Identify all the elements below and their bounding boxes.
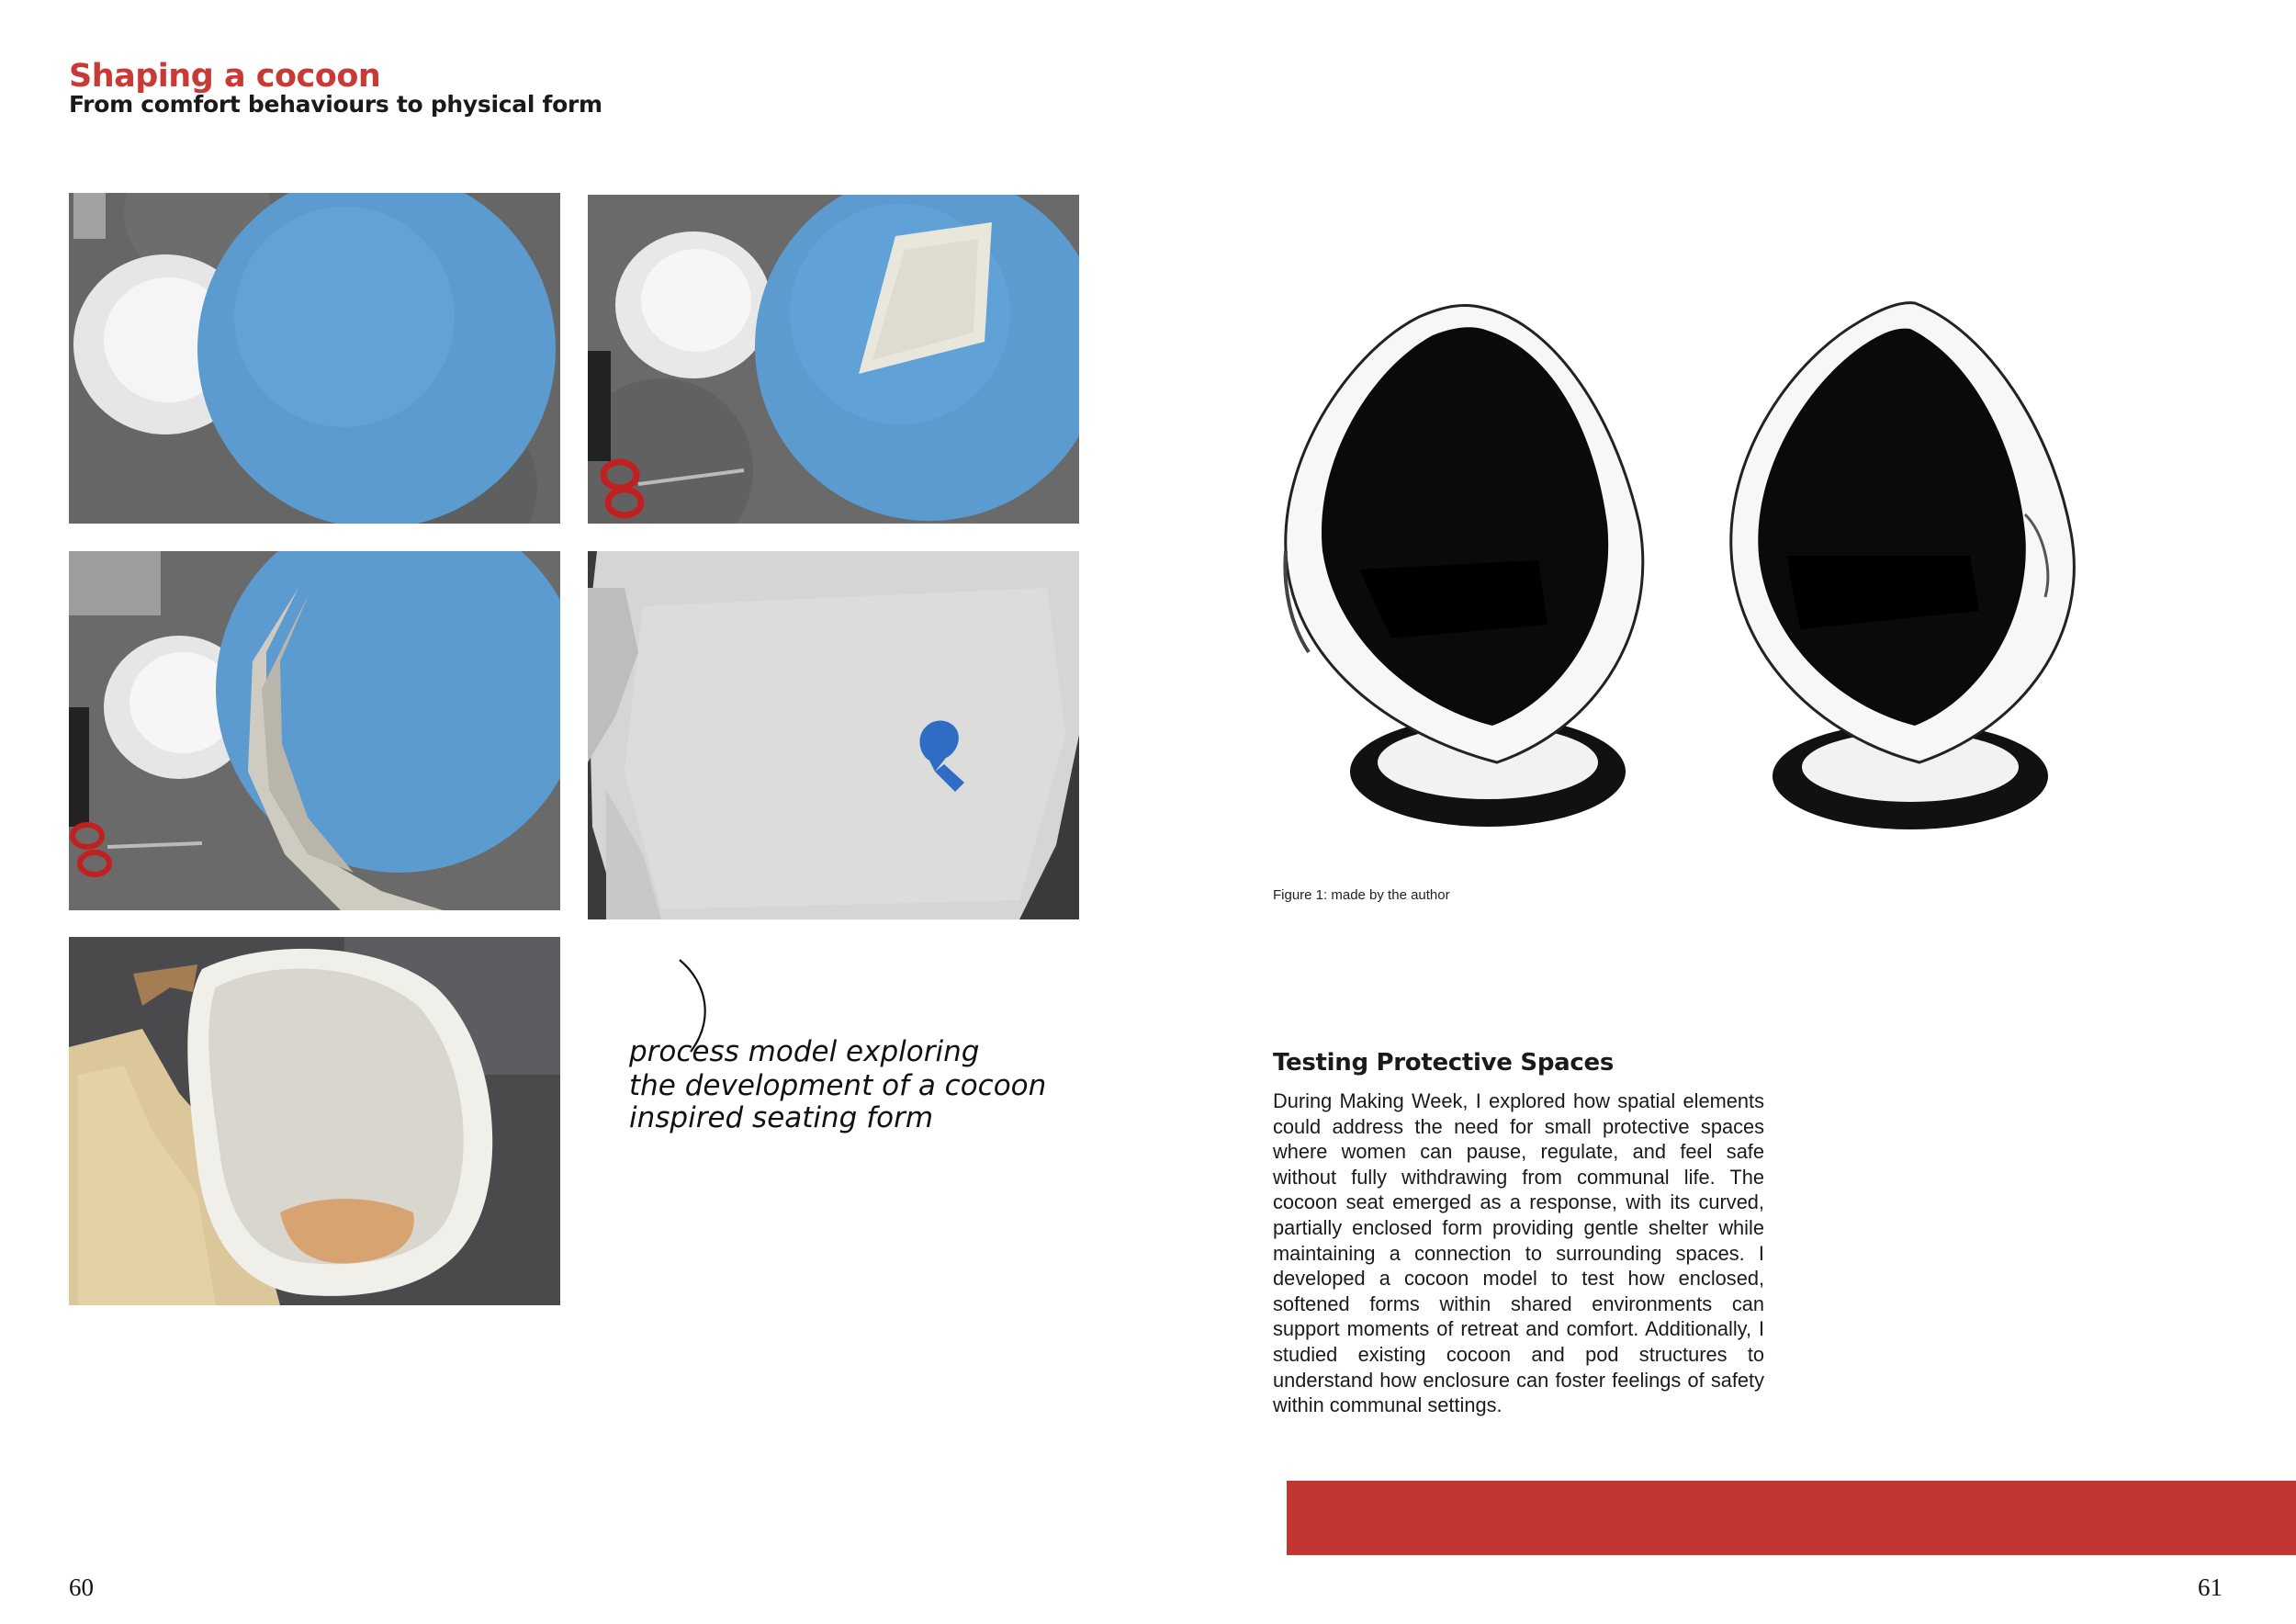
cocoon-models-figure — [1272, 294, 2126, 840]
section-body: During Making Week, I explored how spatial elements could address the need for small protective spaces where women can pause, regulate, and feel safe without fully withdrawing from communal life. The cocoon seat emerged as a response, with its curved, partially enclosed form providing gentle shelter while maintaining a connection to surrounding spaces. I developed a cocoon model to test how enclosed, softened forms within shared environments can support moments of retreat and comfort. Additionally, I studied existing cocoon and pod structures to understand how enclosure can foster feelings of safety within communal settings. — [1273, 1089, 1764, 1417]
page-number-right: 61 — [2198, 1573, 2223, 1601]
accent-bar — [1287, 1481, 2296, 1555]
process-photo-balloon — [69, 193, 560, 524]
process-photo-half-covered — [69, 551, 560, 910]
note-line-3: inspired seating form — [629, 1101, 934, 1134]
note-line-1: process model exploring — [629, 1035, 980, 1068]
process-photo-finished-cocoon — [69, 937, 560, 1305]
page-subtitle: From comfort behaviours to physical form — [69, 91, 602, 118]
section-heading: Testing Protective Spaces — [1273, 1049, 1614, 1077]
process-photo-plaster-strip — [588, 195, 1079, 524]
process-photo-plaster-shell — [588, 551, 1079, 919]
page-number-left: 60 — [69, 1573, 94, 1601]
handwritten-note — [588, 946, 1065, 1157]
figure-caption: Figure 1: made by the author — [1273, 887, 1450, 903]
page-title: Shaping a cocoon — [69, 58, 381, 95]
cocoon-model-right — [1731, 303, 2075, 829]
note-line-2: the development of a cocoon — [629, 1069, 1047, 1102]
cocoon-model-left — [1285, 305, 1642, 827]
